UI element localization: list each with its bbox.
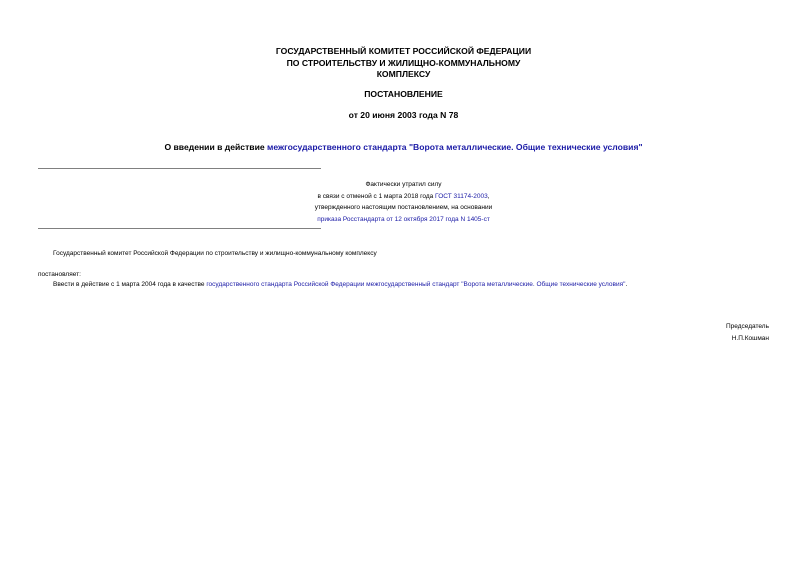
notice-line-4 (250, 214, 557, 226)
state-standard-link[interactable]: государственного стандарта Российской Федерации межгосударственный стандарт "Ворота металлические. Общие технические условия" (206, 281, 626, 288)
notice-line-2 (250, 191, 557, 203)
enactment-paragraph (53, 280, 627, 289)
committee-paragraph: Государственный комитет Российской Федерации по строительству и жилищно-коммунальному комплексу (53, 250, 377, 257)
gost-link[interactable]: ГОСТ 31174-2003 (435, 192, 488, 200)
title-standard-link[interactable]: межгосударственного стандарта "Ворота металлические. Общие технические условия" (267, 142, 643, 152)
authority-line-3: КОМПЛЕКСУ (376, 69, 431, 79)
signatory-position: Председатель (725, 323, 769, 330)
authority-line-2: ПО СТРОИТЕЛЬСТВУ И ЖИЛИЩНО-КОММУНАЛЬНОМУ (286, 57, 521, 68)
resolves-paragraph: постановляет: (38, 271, 81, 278)
document-type: ПОСТАНОВЛЕНИЕ (364, 89, 443, 99)
notice-line-3: утвержденного настоящим постановлением, на основании (314, 204, 493, 211)
enactment-text: Ввести в действие с 1 марта 2004 года в качестве (53, 281, 207, 288)
notice-line-2-suffix: , (487, 192, 490, 200)
document-date-number: от 20 июня 2003 года N 78 (348, 110, 459, 120)
issuing-authority (0, 46, 807, 81)
document-title (0, 142, 807, 154)
enactment-suffix: . (625, 281, 628, 288)
notice-line-1: Фактически утратил силу (365, 181, 442, 188)
notice-bottom-divider (38, 228, 321, 229)
title-prefix: О введении в действие (164, 142, 268, 152)
status-notice (250, 179, 557, 225)
authority-line-1: ГОСУДАРСТВЕННЫЙ КОМИТЕТ РОССИЙСКОЙ ФЕДЕРАЦИИ (275, 46, 532, 56)
notice-line-2-text: в связи с отменой с 1 марта 2018 года (317, 192, 436, 200)
signature-block (726, 321, 769, 344)
signatory-name: Н.П.Кошман (731, 334, 769, 342)
rosstandart-order-link[interactable]: приказа Росстандарта от 12 октября 2017 года N 1405-ст (317, 215, 490, 223)
notice-top-divider (38, 168, 321, 169)
